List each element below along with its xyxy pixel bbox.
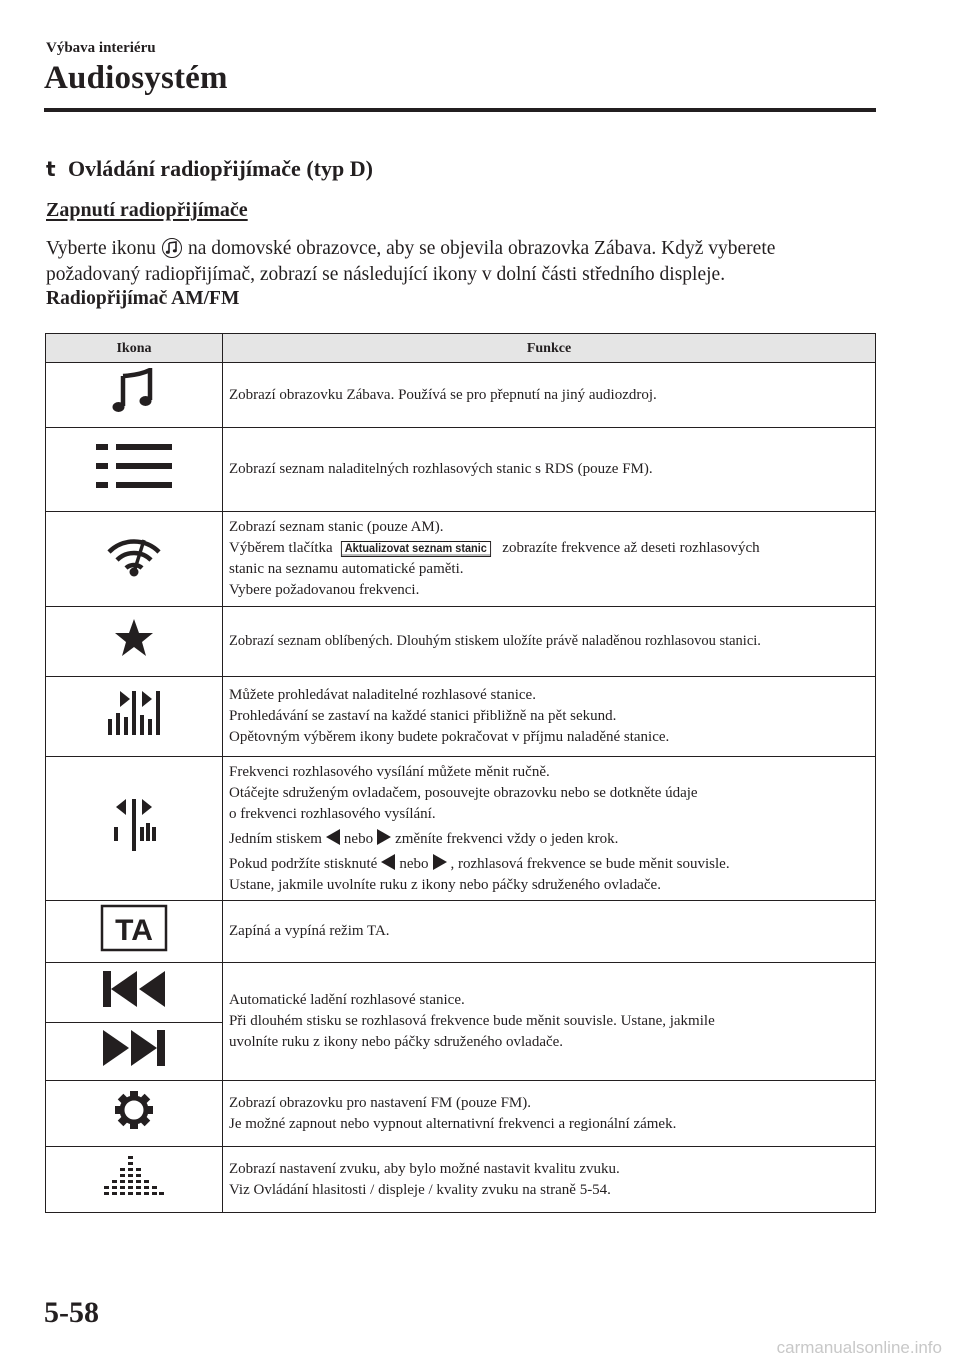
section-bullet: t [46,157,56,181]
ta-icon-label: TA [115,914,153,947]
icon-function-table [45,333,876,1213]
function-text: nebo [399,855,429,872]
function-cell [223,963,876,1081]
function-text: zobrazíte frekvence až deseti rozhlasových [502,540,760,556]
seek-back-icon [101,969,167,1009]
function-cell [223,1081,876,1147]
icon-cell [46,363,223,428]
function-text: Při dlouhém stisku se rozhlasová frekvence bude měnit souvisle. Ustane, jakmile [229,1013,715,1029]
icon-cell [46,607,223,677]
function-cell [223,512,876,607]
icon-cell [46,757,223,901]
icon-cell [46,901,223,963]
function-cell [223,1147,876,1213]
intro-text-c: požadovaný radiopřijímač, zobrazí se následující ikony v dolní části středního displeje. [46,264,726,285]
equalizer-icon [104,1154,164,1198]
function-text: , rozhlasová frekvence se bude měnit souvisle. [450,855,730,872]
function-cell [223,428,876,512]
page-number: 5-58 [44,1296,99,1329]
column-header-function: Funkce [223,334,876,363]
intro-text-b: na domovské obrazovce, aby se objevila obrazovka Zábava. Když vyberete [187,238,776,259]
function-text: Zobrazí obrazovku pro nastavení FM (pouze FM). [229,1094,532,1111]
right-arrow-icon [377,829,391,845]
table-header-row [46,334,876,363]
list-icon [94,442,174,490]
page-title: Audiosystém [44,60,228,96]
left-arrow-icon [326,829,340,845]
column-header-icon: Ikona [46,334,223,363]
function-cell [223,363,876,428]
function-text: Opětovným výběrem ikony budete pokračovat v příjmu naladěné stanice. [229,729,670,745]
function-cell [223,757,876,901]
watermark: carmanualsonline.info [776,1338,942,1357]
function-text: Viz Ovládání hlasitosti / displeje / kvality zvuku na straně 5-54. [229,1181,611,1198]
am-signal-icon [106,534,162,578]
right-arrow-icon [433,854,447,870]
star-icon [114,618,154,658]
intro-text-a: Vyberte ikonu [46,238,156,259]
table-row [46,757,876,901]
manual-tune-icon [112,797,156,853]
function-text: Vybere požadovanou frekvenci. [229,582,420,598]
function-text: Prohledávání se zastaví na každé stanici přibližně na pět sekund. [229,708,617,724]
table-row [46,963,876,1023]
table-row [46,901,876,963]
function-text: Zobrazí seznam stanic (pouze AM). [229,519,444,535]
table-row [46,363,876,428]
left-arrow-icon [381,854,395,870]
function-text: uvolníte ruku z ikony nebo páčky sdruženého ovladače. [229,1034,564,1050]
table-row [46,1081,876,1147]
table-row [46,677,876,757]
table-row [46,428,876,512]
function-text: Zobrazí nastavení zvuku, aby bylo možné nastavit kvalitu zvuku. [229,1160,620,1177]
function-cell [223,607,876,677]
function-text: Ustane, jakmile uvolníte ruku z ikony nebo páčky sdruženého ovladače. [229,876,661,893]
function-text: Výběrem tlačítka [229,540,333,556]
function-text: nebo [343,830,374,847]
icon-cell [46,1081,223,1147]
function-text: Můžete prohledávat naladitelné rozhlasové stanice. [229,687,536,703]
function-text-line [229,829,869,850]
function-text: Frekvenci rozhlasového vysílání můžete měnit ručně. [229,763,550,780]
ta-icon [100,904,168,952]
table-row [46,512,876,607]
function-text: Zobrazí seznam oblíbených. Dlouhým stiskem uložíte právě naladěnou rozhlasovou stanici. [229,633,761,649]
icon-cell [46,963,223,1023]
scan-icon [106,689,162,737]
intro-paragraph [46,236,886,288]
icon-cell [46,428,223,512]
function-text: Pokud podržíte stisknuté [229,855,378,872]
gear-icon [114,1090,154,1130]
table-row [46,1147,876,1213]
update-station-list-button: Aktualizovat seznam stanic [341,541,491,557]
function-text: Jedním stiskem [229,830,322,847]
function-text: Zobrazí obrazovku Zábava. Používá se pro přepnutí na jiný audiozdroj. [229,386,657,403]
function-text: Automatické ladění rozhlasové stanice. [229,992,465,1008]
seek-forward-icon [101,1028,167,1068]
function-text-line [229,538,869,559]
section-heading [46,156,373,182]
icon-cell [46,1023,223,1081]
icon-cell [46,512,223,607]
music-note-icon [110,368,158,416]
function-text: Zobrazí seznam naladitelných rozhlasových stanic s RDS (pouze FM). [229,461,653,477]
function-text: o frekvenci rozhlasového vysílání. [229,805,436,822]
section-label: Výbava interiéru [46,40,156,56]
function-text: Zapíná a vypíná režim TA. [229,923,390,939]
function-text: Otáčejte sdruženým ovladačem, posouvejte obrazovku nebo se dotkněte údaje [229,784,698,801]
sub-heading: Zapnutí radiopřijímače [46,199,248,221]
function-cell [223,901,876,963]
title-rule [44,108,876,112]
icon-cell [46,1147,223,1213]
music-note-icon [162,238,182,258]
table-row [46,607,876,677]
function-text: změníte frekvenci vždy o jeden krok. [395,830,619,847]
function-text: stanic na seznamu automatické paměti. [229,561,464,577]
radio-heading: Radiopřijímač AM/FM [46,288,240,309]
function-text-line [229,854,869,875]
icon-cell [46,677,223,757]
function-cell [223,677,876,757]
section-heading-text: Ovládání radiopřijímače (typ D) [68,156,373,181]
function-text: Je možné zapnout nebo vypnout alternativní frekvenci a regionální zámek. [229,1115,677,1132]
